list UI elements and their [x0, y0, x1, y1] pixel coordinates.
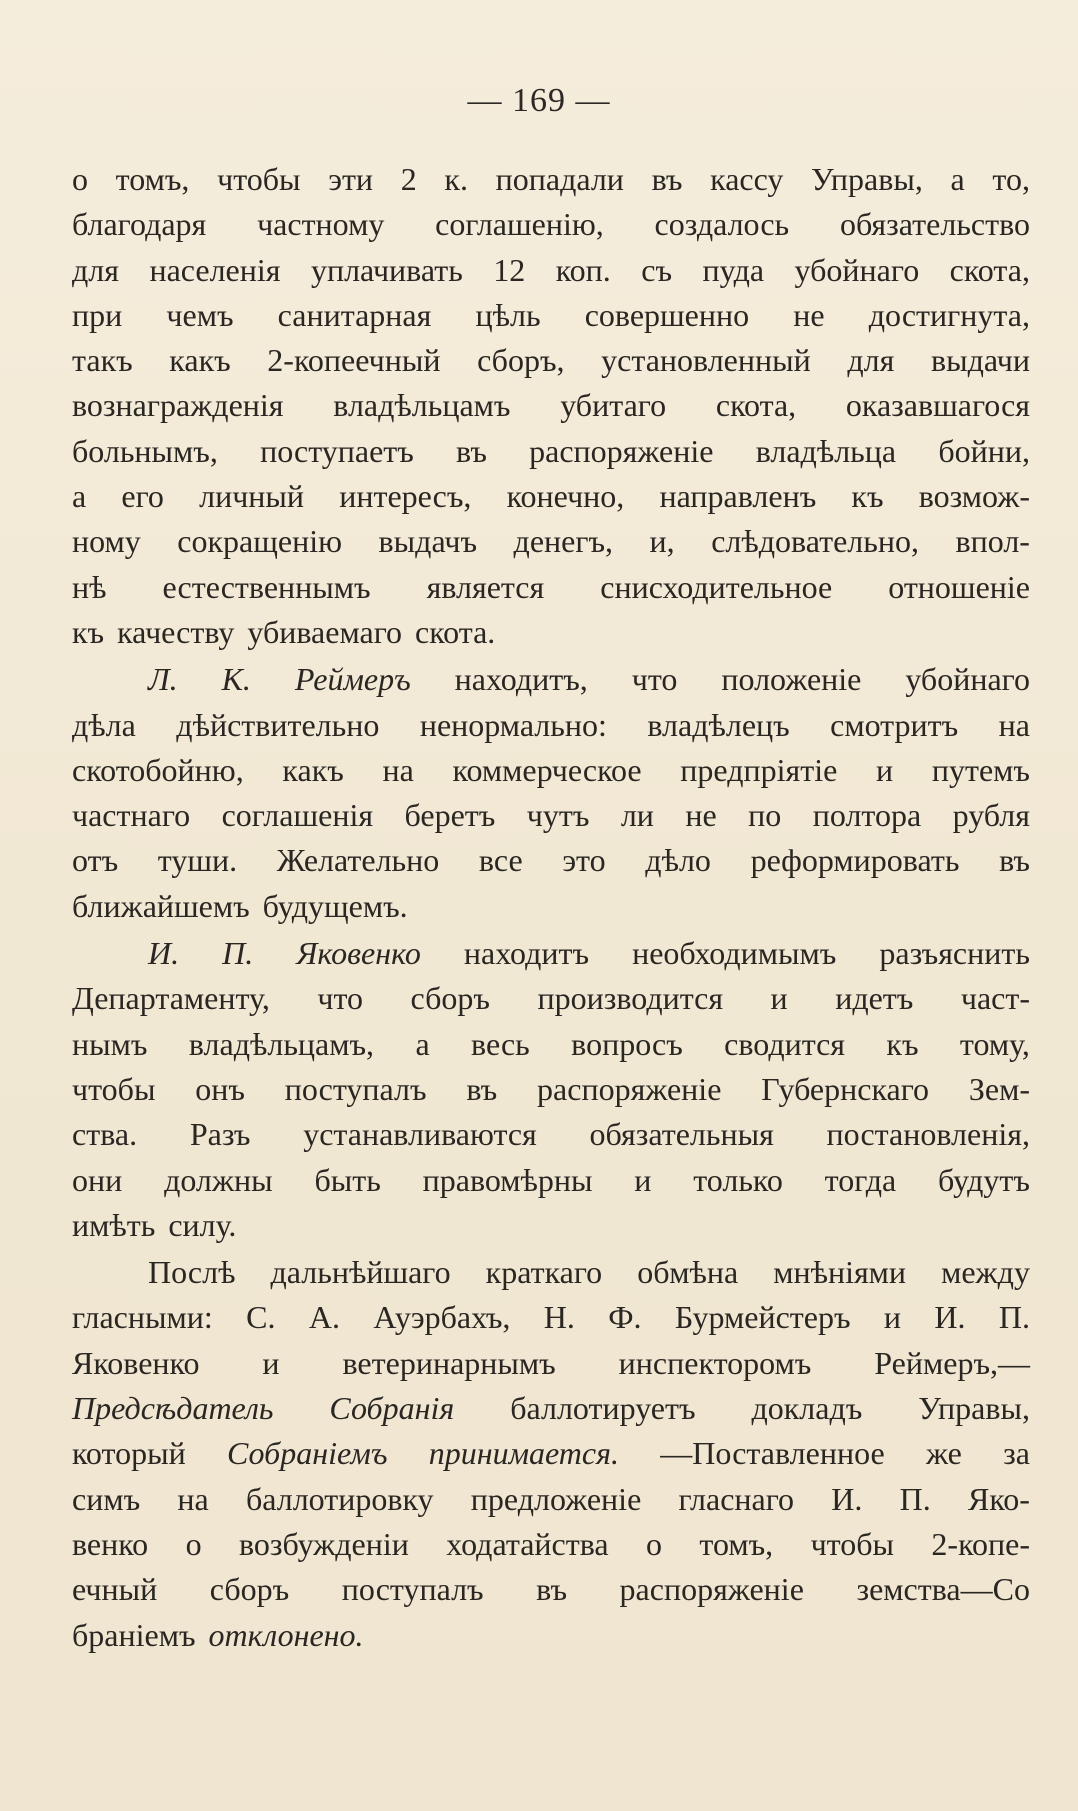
text-line	[72, 748, 1030, 793]
word: дѣло	[645, 842, 711, 879]
word: владѣльца	[755, 432, 897, 469]
word: убитаго	[560, 387, 667, 424]
word: П.	[998, 1299, 1030, 1336]
word: скота.	[415, 613, 496, 650]
word: выдачъ	[378, 523, 477, 560]
word: Управы,	[811, 161, 923, 197]
text-line	[72, 1341, 1030, 1386]
word: это	[562, 842, 606, 879]
word: будущемъ.	[262, 887, 408, 924]
word: и	[876, 751, 894, 788]
page-number: — 169 —	[467, 82, 611, 119]
word: по	[748, 797, 782, 834]
word: чтобы	[72, 1070, 156, 1107]
word: Бурмейстеръ	[674, 1299, 851, 1336]
word: является	[426, 568, 545, 605]
word: и	[770, 980, 788, 1017]
word: обмѣна	[637, 1254, 739, 1291]
text-line	[72, 519, 1030, 564]
word: интересъ,	[339, 478, 472, 515]
word: оказавшагося	[845, 387, 1030, 424]
text-line	[72, 1386, 1030, 1431]
word: поступалъ	[284, 1070, 427, 1107]
word: только	[693, 1161, 783, 1198]
word: отношеніе	[888, 568, 1030, 605]
word: распоряженіе	[537, 1070, 722, 1107]
word: его	[121, 478, 164, 515]
word: предпріятіе	[680, 751, 838, 788]
word: и,	[649, 523, 675, 560]
word: 2	[400, 161, 417, 197]
word: тому,	[959, 1025, 1030, 1062]
word: качеству	[117, 613, 235, 650]
word: онъ	[195, 1070, 245, 1107]
word: отъ	[72, 842, 119, 879]
word: мнѣніями	[773, 1254, 907, 1291]
word: частному	[257, 206, 385, 243]
word: Зем-	[968, 1070, 1030, 1107]
text-line	[72, 610, 1030, 655]
word: к.	[444, 161, 468, 197]
word: Управы,	[918, 1390, 1030, 1427]
word: чтобы	[810, 1525, 894, 1562]
text-line	[72, 565, 1030, 610]
word: докладъ	[751, 1390, 863, 1427]
word: постановленія,	[826, 1116, 1030, 1153]
word: томъ,	[699, 1525, 774, 1562]
word: на	[177, 1480, 209, 1517]
word: въ	[651, 161, 683, 197]
word: сводится	[724, 1025, 846, 1062]
body-text	[72, 157, 1030, 1658]
word: устанавливаются	[303, 1116, 537, 1153]
word: при	[72, 296, 123, 333]
word: что	[317, 980, 364, 1017]
word: нымъ	[72, 1025, 148, 1062]
word: то,	[992, 161, 1030, 197]
word: С.	[246, 1299, 276, 1336]
italic-word: Предсѣдатель	[72, 1390, 274, 1427]
word: чтобы	[217, 161, 301, 197]
word: о	[646, 1525, 662, 1562]
word: Ф.	[608, 1299, 642, 1336]
word: направленъ	[659, 478, 817, 515]
italic-word: Реймеръ	[294, 661, 411, 698]
word: И.	[934, 1299, 966, 1336]
word: тогда	[824, 1161, 897, 1198]
word: не	[793, 296, 825, 333]
word: земства—Со	[856, 1571, 1030, 1608]
word: денегъ,	[513, 523, 614, 560]
word: скотобойню,	[72, 751, 244, 788]
word: владѣлецъ	[647, 706, 790, 743]
word: полтора	[812, 797, 922, 834]
text-line	[72, 884, 1030, 929]
word: 12	[493, 251, 526, 288]
word: бойни,	[938, 432, 1030, 469]
word: какъ	[169, 342, 231, 379]
word: ходатайства	[446, 1525, 609, 1562]
word: естественнымъ	[162, 568, 371, 605]
word: пуда	[702, 251, 765, 288]
word: томъ,	[115, 161, 190, 197]
text-line	[72, 1067, 1030, 1112]
word: силу.	[168, 1206, 237, 1243]
word: совершенно	[584, 296, 750, 333]
word: конечно,	[506, 478, 625, 515]
word: за	[1003, 1435, 1030, 1472]
text-line	[72, 1477, 1030, 1522]
text-line	[72, 429, 1030, 474]
word: ненормально:	[419, 706, 607, 743]
word: весь	[471, 1025, 530, 1062]
word: гласнаго	[678, 1480, 795, 1517]
word: благодаря	[72, 206, 207, 243]
word: поступалъ	[341, 1571, 484, 1608]
text-line	[72, 1112, 1030, 1157]
word: чутъ	[526, 797, 590, 834]
word: ветеринарнымъ	[342, 1344, 556, 1381]
word: попадали	[495, 161, 624, 197]
word: санитарная	[277, 296, 432, 333]
word: П.	[899, 1480, 931, 1517]
word: сборъ	[410, 980, 490, 1017]
text-line	[72, 1522, 1030, 1567]
text-line	[72, 202, 1030, 247]
word: венко	[72, 1525, 149, 1562]
word: между	[941, 1254, 1030, 1291]
word: соглашенія	[221, 797, 374, 834]
word: скота,	[715, 387, 797, 424]
word: цѣль	[475, 296, 541, 333]
word: личный	[199, 478, 305, 515]
word: о	[72, 161, 88, 197]
word: снисходительное	[600, 568, 833, 605]
word: разъяснить	[879, 935, 1030, 972]
word: Н.	[543, 1299, 575, 1336]
word: А.	[308, 1299, 340, 1336]
text-line	[72, 838, 1030, 883]
word: ли	[620, 797, 654, 834]
word: и	[634, 1161, 652, 1198]
word: владѣльцамъ,	[188, 1025, 375, 1062]
text-line	[72, 657, 1030, 702]
word: распоряженіе	[529, 432, 714, 469]
word: который	[72, 1435, 186, 1472]
word: поступаетъ	[260, 432, 414, 469]
word: будутъ	[938, 1161, 1030, 1198]
text-line	[72, 793, 1030, 838]
word: Разъ	[189, 1116, 251, 1153]
word: положеніе	[721, 661, 862, 698]
word: дѣйствительно	[176, 706, 380, 743]
text-line	[72, 1567, 1030, 1612]
word: эти	[328, 161, 374, 197]
word: слѣдовательно,	[711, 523, 919, 560]
word: къ	[886, 1025, 919, 1062]
text-line	[72, 1431, 1030, 1476]
word: больнымъ,	[72, 432, 218, 469]
word: населенія	[149, 251, 281, 288]
word: чемъ	[166, 296, 234, 333]
word: обязательство	[839, 206, 1030, 243]
word: а	[72, 478, 87, 515]
text-line	[72, 1613, 1030, 1658]
word: достигнута,	[868, 296, 1030, 333]
word: Ауэрбахъ,	[373, 1299, 511, 1336]
word: соглашенію,	[435, 206, 604, 243]
text-line	[72, 1158, 1030, 1203]
word: о	[185, 1525, 202, 1562]
word: сборъ	[209, 1571, 290, 1608]
word: беретъ	[404, 797, 496, 834]
word: выдачи	[930, 342, 1030, 379]
word: къ	[72, 613, 105, 650]
word: Департаменту,	[72, 980, 270, 1017]
word: они	[72, 1161, 123, 1198]
word: убойнаго	[794, 251, 920, 288]
text-line	[72, 1295, 1030, 1340]
word: находитъ,	[454, 661, 588, 698]
word: ному	[72, 523, 141, 560]
word: Яко-	[968, 1480, 1030, 1517]
italic-word: Л.	[148, 661, 178, 698]
italic-word: И.	[148, 935, 180, 972]
text-line	[72, 1022, 1030, 1067]
word: возмож-	[918, 478, 1030, 515]
word: и	[262, 1344, 280, 1381]
word: 2-копе-	[931, 1525, 1030, 1562]
word: рубля	[952, 797, 1030, 834]
word: сборъ,	[477, 342, 565, 379]
text-line	[72, 976, 1030, 1021]
word: не	[685, 797, 717, 834]
word: къ	[851, 478, 884, 515]
text-line	[72, 383, 1030, 428]
word: правомѣрны	[422, 1161, 593, 1198]
word: на	[382, 751, 414, 788]
word: въ	[999, 842, 1030, 879]
word: коммерческое	[452, 751, 642, 788]
word: быть	[314, 1161, 381, 1198]
word: съ	[641, 251, 673, 288]
word: нѣ	[72, 568, 107, 605]
italic-word: Собраніемъ	[226, 1435, 388, 1472]
word: владѣльцамъ	[333, 387, 511, 424]
word: дальнѣйшаго	[270, 1254, 451, 1291]
word: вознагражденія	[72, 387, 284, 424]
word: для	[847, 342, 895, 379]
text-line	[72, 1203, 1030, 1248]
word: сокращенію	[177, 523, 343, 560]
word: идетъ	[835, 980, 914, 1017]
word: баллотируетъ	[510, 1390, 696, 1427]
word: же	[925, 1435, 962, 1472]
word: возбужденіи	[238, 1525, 409, 1562]
word: необходимымъ	[632, 935, 837, 972]
word: въ	[456, 432, 487, 469]
word: въ	[466, 1070, 498, 1107]
word: краткаго	[485, 1254, 603, 1291]
word: смотритъ	[830, 706, 959, 743]
word: реформировать	[750, 842, 960, 879]
word: симъ	[72, 1480, 141, 1517]
italic-word: принимается.	[428, 1435, 619, 1472]
word: впол-	[955, 523, 1030, 560]
word: обязательныя	[589, 1116, 774, 1153]
word: дѣла	[72, 706, 136, 743]
word: такъ	[72, 342, 133, 379]
word: скота,	[949, 251, 1030, 288]
word: вопросъ	[571, 1025, 683, 1062]
word: убойнаго	[905, 661, 1030, 698]
text-line	[72, 474, 1030, 519]
text-line	[72, 338, 1030, 383]
word: 2-копеечный	[267, 342, 441, 379]
word: должны	[164, 1161, 273, 1198]
word: распоряженіе	[619, 1571, 804, 1608]
word: убиваемаго	[247, 613, 403, 650]
word: ечный	[72, 1571, 158, 1608]
word: предложеніе	[470, 1480, 642, 1517]
word: част-	[960, 980, 1030, 1017]
word: Желательно	[276, 842, 440, 879]
word: —Поставленное	[660, 1435, 885, 1472]
text-line	[72, 703, 1030, 748]
italic-word: Собранія	[329, 1390, 455, 1427]
text-line	[72, 293, 1030, 338]
italic-word: П.	[222, 935, 254, 972]
word: а	[415, 1025, 430, 1062]
text-line	[72, 157, 1030, 202]
word: коп.	[555, 251, 611, 288]
word: въ	[536, 1571, 567, 1608]
word: производится	[537, 980, 724, 1017]
word: кассу	[710, 161, 784, 197]
text-line	[72, 931, 1030, 976]
word: И.	[831, 1480, 863, 1517]
word: ства.	[72, 1116, 138, 1153]
word: имѣть	[72, 1206, 156, 1243]
text-line	[72, 248, 1030, 293]
italic-word: К.	[221, 661, 251, 698]
word: и	[883, 1299, 902, 1336]
word: создалось	[654, 206, 790, 243]
word: Послѣ	[148, 1254, 236, 1291]
text-line	[72, 1250, 1030, 1295]
word: Яковенко	[72, 1344, 200, 1381]
word: Губернскаго	[761, 1070, 930, 1107]
italic-word: Яковенко	[296, 935, 421, 972]
word: все	[478, 842, 523, 879]
word: частнаго	[72, 797, 191, 834]
word: находитъ	[463, 935, 590, 972]
word: какъ	[282, 751, 344, 788]
italic-word: отклонено.	[208, 1616, 364, 1653]
word: браніемъ	[72, 1616, 196, 1653]
word: а	[950, 161, 965, 197]
word: туши.	[157, 842, 238, 879]
word: для	[72, 251, 119, 288]
word: путемъ	[931, 751, 1030, 788]
word: ближайшемъ	[72, 887, 250, 924]
word: уплачивать	[310, 251, 463, 288]
word: Реймеръ,—	[874, 1344, 1030, 1381]
word: баллотировку	[245, 1480, 434, 1517]
word: гласными:	[72, 1299, 213, 1336]
word: установленный	[601, 342, 811, 379]
word: инспекторомъ	[618, 1344, 812, 1381]
word: что	[631, 661, 678, 698]
word: на	[998, 706, 1030, 743]
